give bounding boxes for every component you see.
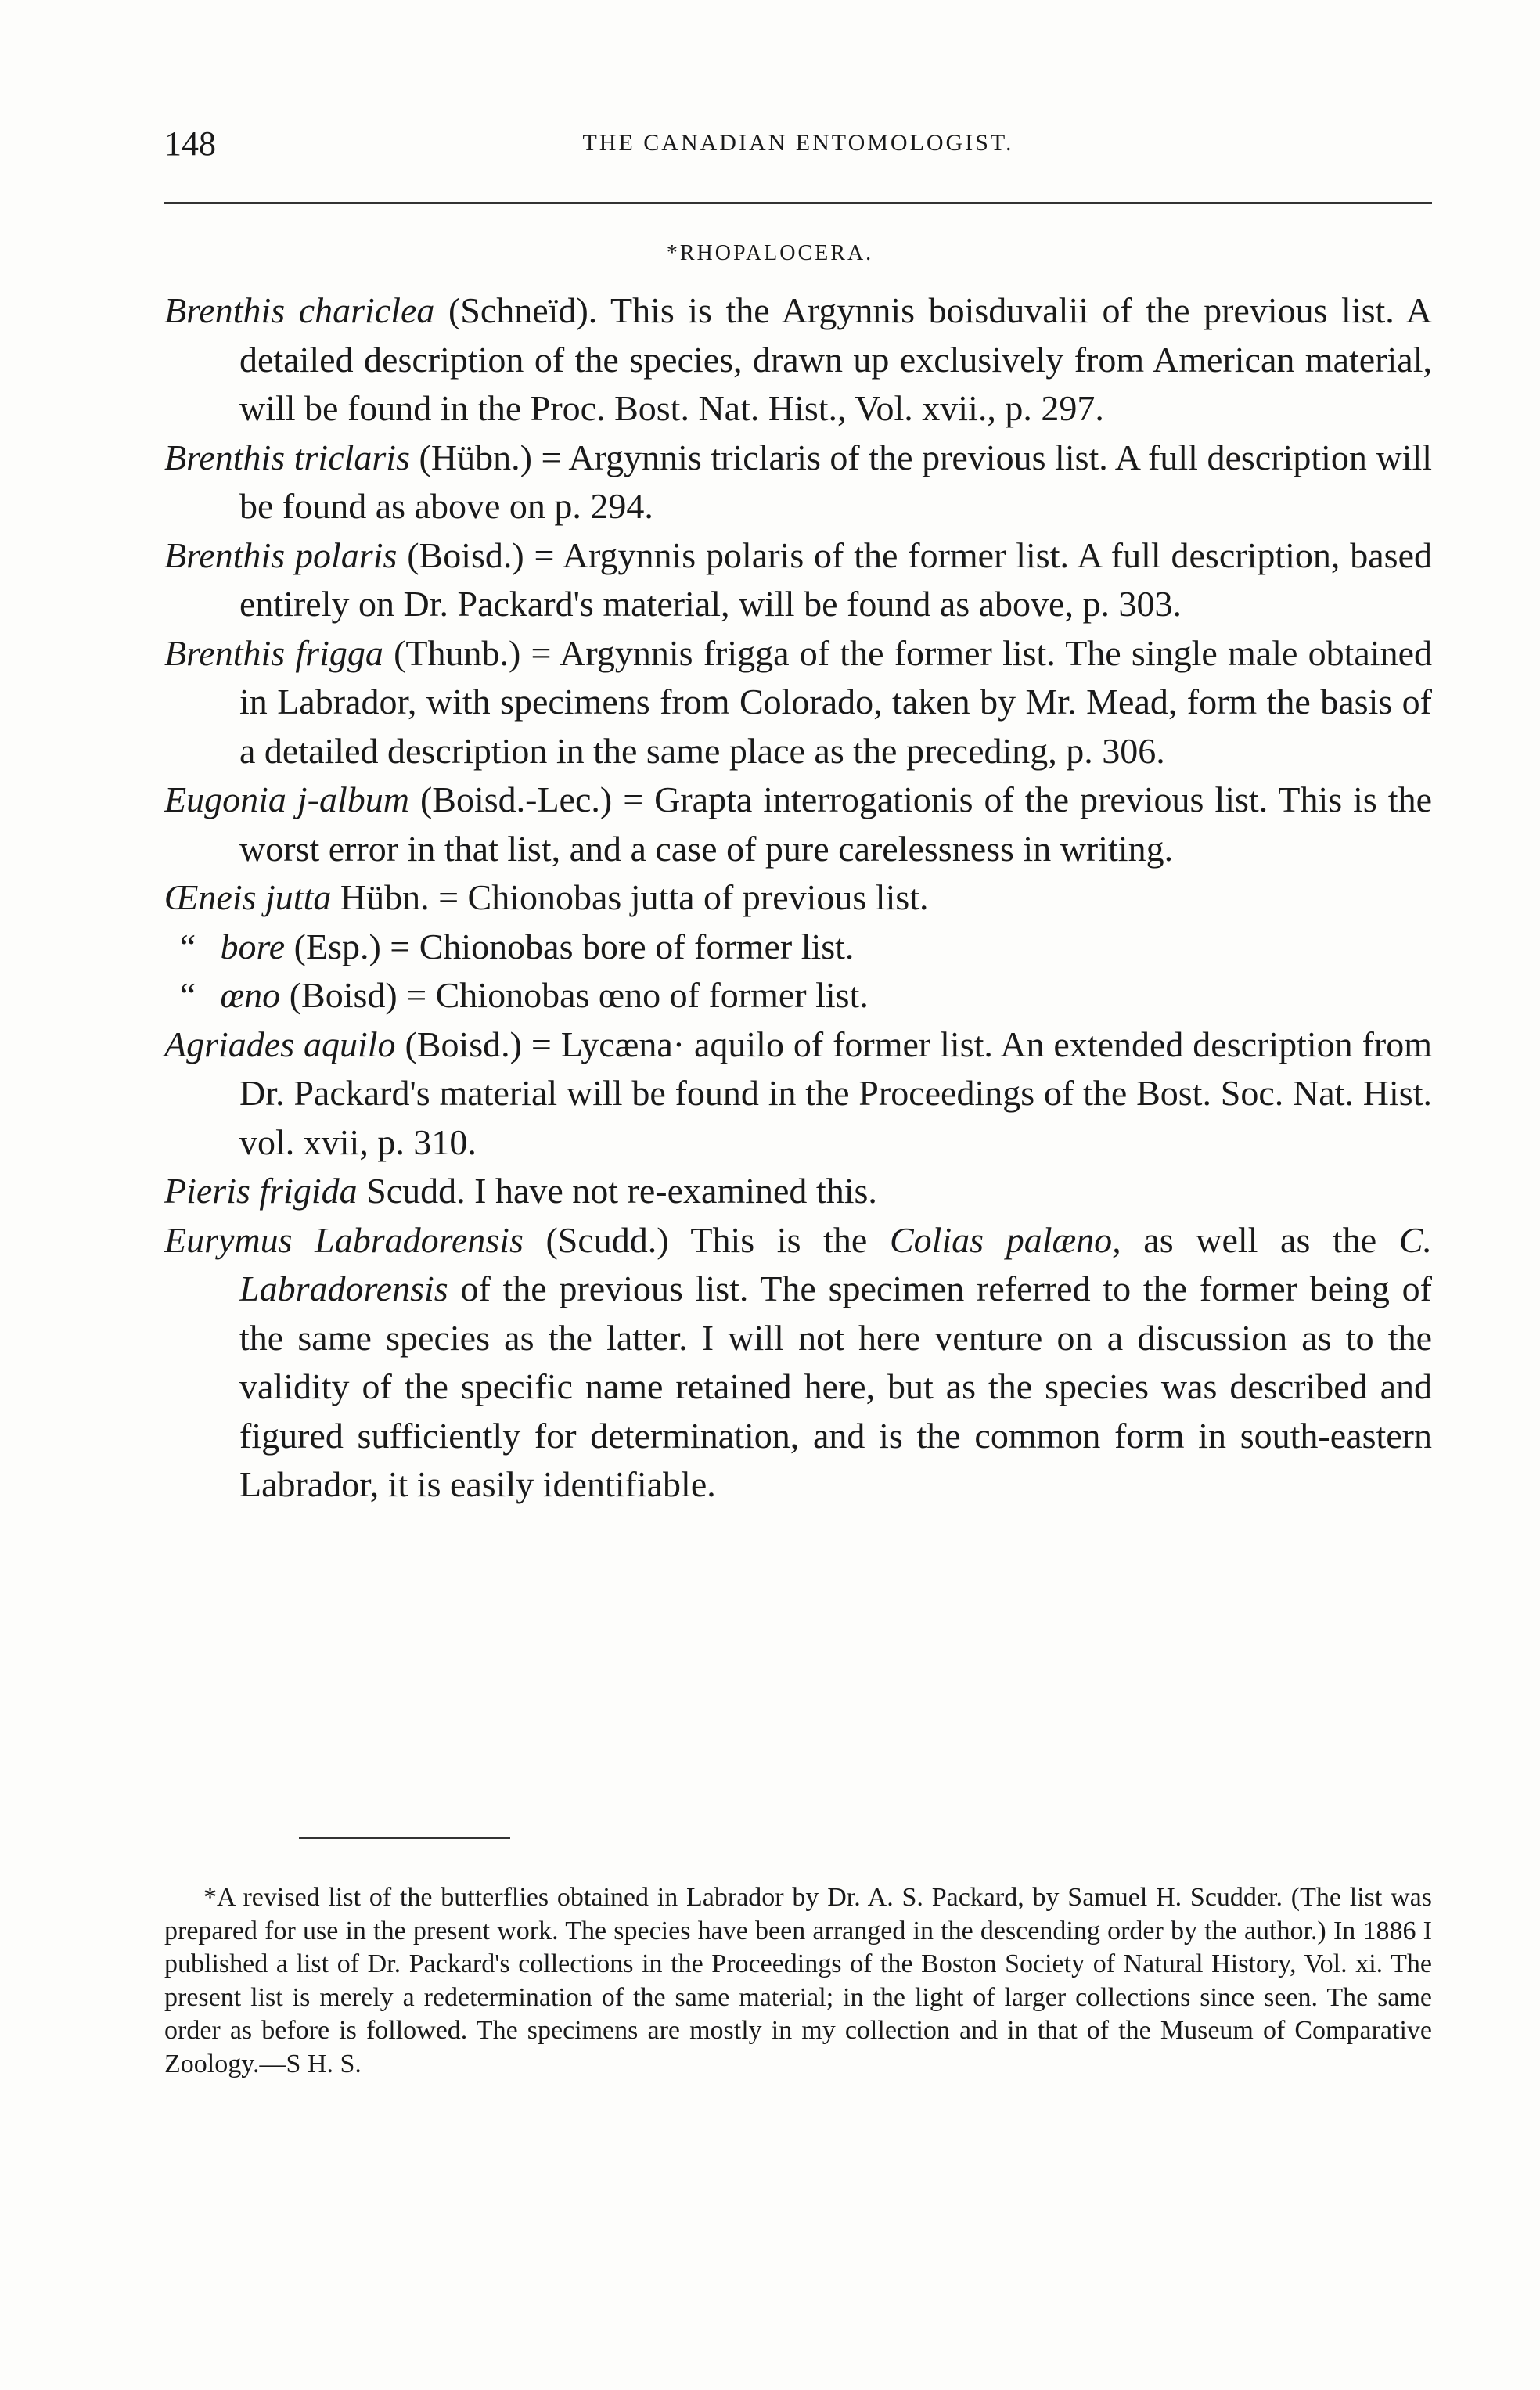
species-text: (Boisd.-Lec.) = Grapta interrogationis of the previous list. This is the worst error in that list, and a case of pure carelessness in writing. (239, 779, 1432, 869)
species-name: Œneis jutta (164, 877, 332, 917)
species-text: (Esp.) = Chionobas bore of former list. (285, 926, 855, 966)
species-name: bore (220, 926, 286, 966)
species-entry (164, 1020, 1432, 1168)
species-text: Hübn. = Chionobas jutta of previous list. (331, 877, 929, 917)
species-name: Brenthis triclaris (164, 437, 410, 477)
species-name: Agriades aquilo (164, 1024, 396, 1064)
page-header (164, 124, 1432, 171)
species-text: (Boisd.) = Argynnis polaris of the former list. A full description, based entirely on Dr. Packard's material, will be found as above, p. 303. (239, 535, 1432, 624)
species-name: Pieris frigida (164, 1171, 358, 1211)
species-text: (Boisd.) = Lycæna· aquilo of former list. An extended description from Dr. Packard's material will be found in the Proceedings of the Bost. Soc. Nat. Hist. vol. xvii, p. 310. (239, 1024, 1432, 1162)
footnote-rule (299, 1837, 510, 1839)
species-entry (164, 1216, 1432, 1510)
species-entry (164, 873, 1432, 923)
species-text: (Scudd.) This is the (523, 1219, 890, 1260)
species-text: as well as the (1121, 1219, 1399, 1260)
ditto-mark: “ (179, 975, 196, 1015)
species-name: Brenthis chariclea (164, 290, 435, 330)
species-entry (164, 776, 1432, 873)
section-heading: *RHOPALOCERA. (666, 241, 874, 265)
species-entry (164, 1167, 1432, 1216)
species-text: (Schneïd). This is the Argynnis boisduvalii of the previous list. A detailed description of the species, drawn up exclusively from American material, will be found in the Proc. Bost. Nat. Hist., Vol. xvii., p. 297. (239, 290, 1433, 428)
footnote: *A revised list of the butterflies obtained in Labrador by Dr. A. S. Packard, by Samuel H. Scudder. (The list was prepared for use in the present work. The species have been arranged in the descending order by the author.) In 1886 I published a list of Dr. Packard's collections in the Proceedings of the Boston Society of Natural History, Vol. xi. The present list is merely a redetermination of the same material; in the light of larger collections since seen. The same order as before is followed. The specimens are mostly in my collection and in that of the Museum of Comparative Zoology.—S H. S. (164, 1883, 1432, 2079)
species-text: (Hübn.) = Argynnis triclaris of the previous list. A full description will be found as above on p. 294. (239, 437, 1433, 526)
species-text: (Boisd) = Chionobas œno of former list. (280, 975, 869, 1015)
species-text: (Thunb.) = Argynnis frigga of the former list. The single male obtained in Labrador, with specimens from Colorado, taken by Mr. Mead, form the basis of a detailed description in the same place as the preceding, p. 306. (239, 632, 1433, 771)
species-entry (164, 923, 1432, 972)
species-text: of the previous list. The specimen referred to the former being of the same species as the latter. I will not here venture on a discussion as to the validity of the specific name retained here, but as the species was described and figured sufficiently for determination, and is the common form in south-eastern Labrador, it is easily identifiable. (239, 1269, 1432, 1504)
species-name-inline: C. Labradorensis (239, 1219, 1433, 1308)
running-title: THE CANADIAN ENTOMOLOGIST. (582, 130, 1014, 156)
species-name: Brenthis frigga (164, 632, 383, 673)
species-entry (164, 971, 1432, 1020)
header-rule (164, 202, 1432, 204)
ditto-mark: “ (179, 926, 196, 966)
species-entries (164, 286, 1432, 1510)
species-name: Eugonia j-album (164, 779, 409, 819)
species-name: œno (220, 975, 281, 1015)
species-name-inline: Colias palæno, (889, 1219, 1121, 1260)
species-name: Brenthis polaris (164, 535, 398, 575)
species-entry (164, 629, 1432, 776)
species-name: Eurymus Labradorensis (164, 1219, 524, 1260)
page-number: 148 (164, 124, 216, 163)
species-entry (164, 286, 1432, 434)
species-entry (164, 531, 1432, 629)
species-text: Scudd. I have not re-examined this. (357, 1171, 877, 1211)
species-entry (164, 434, 1432, 531)
